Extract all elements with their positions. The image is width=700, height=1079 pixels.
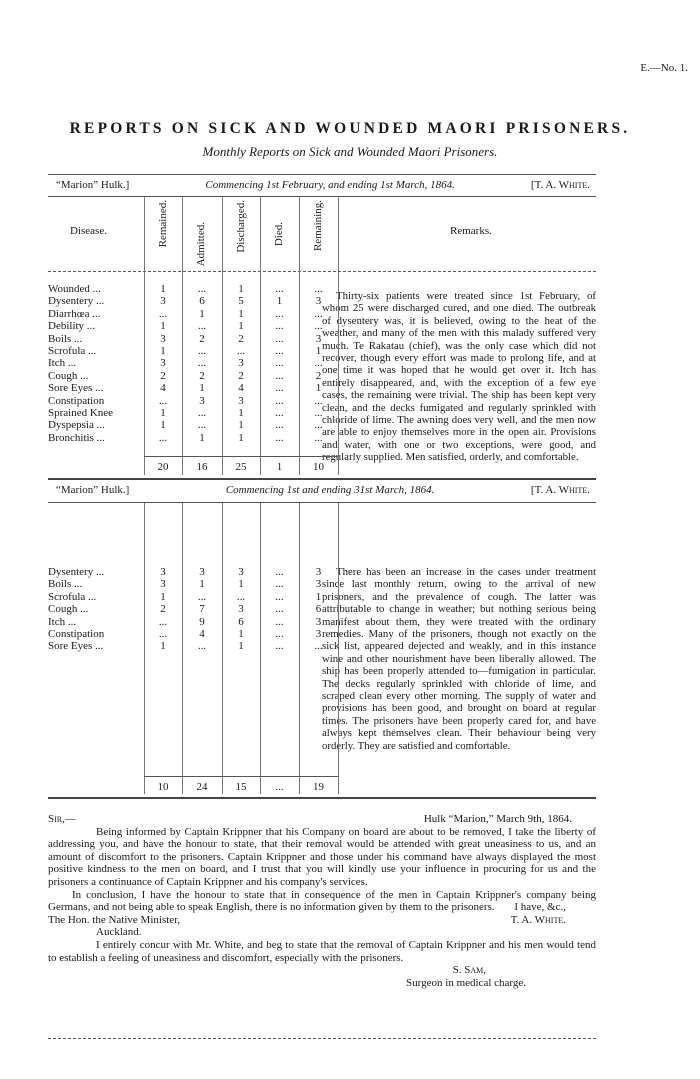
table-row: [48, 628, 338, 640]
report1-totals: [48, 461, 338, 473]
total-cell: 19: [313, 781, 324, 793]
table-cell: 1: [160, 320, 166, 333]
table-cell: 1: [238, 640, 244, 653]
table-cell: 3: [315, 615, 322, 628]
disease-name: Dysentery ...: [48, 566, 105, 578]
table-cell: ...: [158, 431, 168, 444]
total-cell: 20: [157, 461, 169, 473]
table-cell: 3: [160, 578, 166, 591]
table-cell: 1: [160, 344, 166, 357]
column-divider: [260, 503, 261, 794]
letter-salutation: Sir,—: [48, 813, 76, 825]
column-divider: [338, 197, 339, 475]
table-cell: 1: [160, 406, 166, 419]
table-cell: 1: [160, 590, 166, 603]
table-cell: 3: [160, 332, 166, 345]
column-divider: [222, 503, 223, 794]
table-cell: ...: [275, 369, 284, 382]
table-cell: ...: [158, 307, 168, 320]
disease-name: Sprained Knee: [48, 406, 114, 419]
page-subtitle: Monthly Reports on Sick and Wounded Maori Prisoners.: [202, 144, 498, 159]
table-cell: 2: [199, 369, 205, 382]
divider: [48, 797, 596, 799]
page-title: REPORTS ON SICK AND WOUNDED MAORI PRISONERS.: [69, 120, 631, 137]
table-cell: ...: [275, 419, 284, 432]
table-cell: ...: [314, 283, 323, 295]
total-cell: 1: [276, 461, 283, 473]
table-row: [48, 395, 338, 407]
column-divider: [299, 503, 300, 794]
table-row: [48, 283, 338, 295]
table-row: [48, 603, 338, 615]
divider: [48, 1038, 596, 1039]
table-cell: ...: [197, 344, 207, 357]
total-cell: ...: [275, 781, 284, 793]
table-cell: 1: [315, 382, 322, 395]
table-cell: ...: [197, 640, 207, 653]
disease-name: Wounded ...: [48, 283, 101, 295]
column-header-disease: Disease.: [70, 225, 107, 237]
table-row: [48, 382, 338, 394]
column-divider: [222, 197, 223, 475]
divider: [48, 174, 596, 175]
totals-label: [48, 461, 144, 473]
table-cell: ...: [275, 590, 284, 603]
report2-period: Commencing 1st and ending 31st March, 1864.: [225, 484, 435, 496]
total-cell: 24: [196, 781, 208, 793]
table-cell: 1: [238, 627, 244, 640]
table-cell: 1: [160, 640, 166, 653]
letter-paragraph: Being informed by Captain Krippner that his Company on board are about to be removed, I take the liberty of addressing you, and have the honour to state, that their removal would be attended with great uneasiness to us, and an amount of discomfort to the prisoners. Captain Krippner and those under his command have always displayed the most positive kindness to the men on board, and I trust that you will kindly use your influence in procuring for us and the prisoners a continuance of Captain Krippner and his company's services.: [48, 825, 596, 888]
table-row: [48, 591, 338, 603]
column-divider: [338, 503, 339, 794]
column-divider: [144, 197, 145, 475]
disease-name: Debility ...: [48, 320, 96, 333]
column-divider: [260, 197, 261, 475]
letter-paragraph: I entirely concur with Mr. White, and beg to state that the removal of Captain Krippner and his men would tend to establish a feeling of uneasiness and discomfort, especially with the prisoners.: [48, 938, 596, 964]
table-cell: ...: [275, 640, 284, 653]
table-cell: ...: [197, 590, 207, 603]
table-cell: 3: [315, 295, 322, 308]
table-cell: ...: [275, 627, 284, 640]
disease-name: Bronchitis ...: [48, 431, 105, 444]
table-cell: 2: [238, 369, 244, 382]
table-cell: 1: [276, 295, 283, 308]
total-cell: 10: [313, 461, 324, 473]
table-cell: 3: [199, 394, 205, 407]
table-row: [48, 370, 338, 382]
divider: [48, 196, 596, 197]
table-cell: 7: [199, 603, 205, 616]
column-header: Discharged.: [235, 200, 247, 253]
table-cell: ...: [314, 419, 323, 432]
report2-officer: [T. A. White.: [530, 484, 590, 496]
table-row: [48, 320, 338, 332]
disease-name: Scrofula ...: [48, 344, 97, 357]
total-cell: 16: [196, 461, 208, 473]
column-header-remarks: Remarks.: [450, 225, 492, 237]
disease-name: Cough ...: [48, 603, 89, 616]
table-cell: ...: [314, 406, 323, 419]
report1-header: [48, 179, 596, 191]
table-cell: 1: [238, 578, 244, 591]
report1-period: Commencing 1st February, and ending 1st March, 1864.: [205, 179, 455, 191]
table-cell: 2: [238, 332, 244, 345]
table-cell: 3: [238, 566, 244, 578]
divider: [48, 478, 596, 480]
table-cell: 2: [160, 603, 166, 616]
table-cell: ...: [197, 320, 207, 333]
table-cell: ...: [314, 431, 323, 444]
total-cell: 10: [157, 781, 169, 793]
disease-name: Sore Eyes ...: [48, 382, 104, 395]
table-cell: ...: [158, 615, 168, 628]
table-cell: ...: [275, 357, 284, 370]
table-cell: 2: [315, 369, 322, 382]
table-cell: 3: [315, 566, 322, 578]
table-cell: ...: [275, 320, 284, 333]
table-cell: 3: [199, 566, 205, 578]
table-cell: ...: [314, 394, 323, 407]
table-cell: ...: [275, 307, 284, 320]
table-cell: ...: [314, 357, 323, 370]
table-cell: ...: [314, 320, 323, 333]
table-cell: 9: [199, 615, 205, 628]
column-header: Died.: [273, 222, 285, 247]
table-cell: 1: [238, 320, 244, 333]
table-cell: 3: [238, 603, 244, 616]
table-cell: 2: [199, 332, 205, 345]
table-cell: 3: [315, 332, 322, 345]
table-cell: 6: [315, 603, 322, 616]
letter-signer: T. A. White.: [510, 913, 566, 926]
column-divider: [299, 197, 300, 475]
table-cell: 4: [160, 382, 166, 395]
table-cell: 1: [199, 307, 205, 320]
disease-name: Constipation: [48, 394, 105, 407]
report1-table: [48, 283, 338, 444]
table-cell: ...: [275, 566, 284, 578]
column-divider: [144, 503, 145, 794]
table-cell: 1: [238, 431, 244, 444]
table-cell: ...: [275, 615, 284, 628]
totals-label: [48, 781, 144, 793]
disease-name: Boils ...: [48, 578, 83, 591]
disease-name: Boils ...: [48, 332, 83, 345]
report2-remarks: There has been an increase in the cases under treatment since last monthly return, owing to the arrival of new prisoners, and the prevalence of cough. The latter was attributable to change in weather; but nothing serious being manifest about them, they were treated with the ordinary remedies. Many of the prisoners, though not exactly on the sick list, appeared dejected and weakly, and in this instance wine and other nourishment have been liberally allowed. The ship has been properly attended to—fumigation in particular. The decks regularly sprinkled with chloride of lime, and scraped clean every other morning. The supply of water and provisions has been good, and brought on board at regular times. The prisoners have been properly cared for, and have always kept themselves clean. Their behaviour being very orderly. They are satisfied and comfortable.: [322, 566, 596, 752]
letter-signer2: S. Sam,: [452, 964, 486, 977]
disease-name: Itch ...: [48, 357, 77, 370]
table-row: [48, 566, 338, 578]
table-cell: 3: [238, 394, 244, 407]
letter-place: Auckland.: [96, 926, 142, 939]
table-cell: 4: [199, 627, 205, 640]
column-divider: [182, 503, 183, 794]
table-cell: 6: [199, 295, 205, 308]
table-cell: ...: [158, 627, 168, 640]
table-cell: 6: [238, 615, 244, 628]
disease-name: Scrofula ...: [48, 590, 97, 603]
table-cell: 2: [160, 369, 166, 382]
report1-officer: [T. A. White.: [530, 179, 590, 191]
letter-closing: I have, &c.,: [514, 901, 566, 914]
column-header: Admitted.: [195, 222, 207, 267]
page-reference: E.—No. 1.: [640, 62, 688, 74]
table-cell: ...: [275, 283, 284, 295]
table-row: [48, 308, 338, 320]
table-cell: ...: [236, 344, 246, 357]
disease-name: Itch ...: [48, 615, 77, 628]
table-cell: ...: [236, 590, 246, 603]
column-header: Remaining.: [312, 200, 324, 252]
table-row: [48, 407, 338, 419]
letter-dateline: Hulk “Marion,” March 9th, 1864.: [423, 813, 572, 825]
table-cell: ...: [275, 431, 284, 444]
table-cell: ...: [275, 406, 284, 419]
table-cell: ...: [197, 419, 207, 432]
table-cell: ...: [275, 578, 284, 591]
total-cell: 15: [235, 781, 247, 793]
table-cell: ...: [275, 344, 284, 357]
column-header: Remained.: [157, 200, 169, 248]
table-cell: 3: [160, 357, 166, 370]
divider: [48, 271, 596, 272]
table-row: [48, 419, 338, 431]
table-row: [48, 357, 338, 369]
table-cell: 3: [315, 578, 322, 591]
table-cell: 1: [199, 578, 205, 591]
disease-name: Constipation: [48, 627, 105, 640]
table-cell: 1: [238, 283, 244, 295]
report2-totals: [48, 781, 338, 793]
table-cell: ...: [275, 332, 284, 345]
table-cell: 1: [315, 590, 322, 603]
table-cell: 1: [238, 419, 244, 432]
table-cell: 3: [238, 357, 244, 370]
report2-table: [48, 566, 338, 653]
letter-addressee: The Hon. the Native Minister,: [48, 913, 181, 926]
table-row: [48, 432, 338, 444]
report1-ship: “Marion” Hulk.]: [56, 179, 130, 191]
table-cell: 3: [315, 627, 322, 640]
table-cell: ...: [275, 382, 284, 395]
divider: [48, 502, 596, 503]
table-cell: 3: [160, 566, 166, 578]
table-cell: 5: [238, 295, 244, 308]
table-cell: 3: [160, 295, 166, 308]
report1-remarks: Thirty-six patients were treated since 1st February, of whom 25 were discharged cured, and one died. The outbreak of dysentery was, it is believed, owing to the heat of the weather, and many of the men with this malady suffered very much. Te Rakatau (chief), was the only case which did not recover, though every effort was made to prolong life, and at one time it was hoped that he would get over it. Itch has entirely disappeared, and, with the exception of a few eye cases, the remaining were trivial. The ship has been kept very clean, and the decks fumigated and regularly sprinkled with chloride of lime. The awning does very well, and the men now are able to enjoy themselves more in the open air. Provisions and water, with one or two exceptions, were good, and regularly supplied. Men satisfied, orderly, and comfortable.: [322, 290, 596, 464]
disease-name: Dysentery ...: [48, 295, 105, 308]
table-row: [48, 578, 338, 590]
table-row: [48, 640, 338, 652]
table-cell: ...: [197, 283, 207, 295]
disease-name: Dyspepsia ...: [48, 419, 105, 432]
disease-name: Sore Eyes ...: [48, 640, 104, 653]
table-cell: ...: [314, 640, 323, 653]
table-row: [48, 295, 338, 307]
table-cell: ...: [158, 394, 168, 407]
table-cell: ...: [197, 406, 207, 419]
letter-signer2-title: Surgeon in medical charge.: [406, 976, 526, 989]
table-cell: 1: [199, 431, 205, 444]
letter-paragraph: In conclusion, I have the honour to state that in consequence of the men in Captain Krippner's company being Germans, and not being able to speak English, there is no information given by them to the prisoners.: [48, 888, 596, 914]
disease-name: Cough ...: [48, 369, 89, 382]
table-row: [48, 333, 338, 345]
table-cell: 1: [160, 419, 166, 432]
table-row: [48, 616, 338, 628]
table-cell: ...: [275, 603, 284, 616]
report2-header: [48, 484, 596, 496]
letter: [48, 813, 596, 989]
table-cell: 1: [315, 344, 322, 357]
total-cell: 25: [235, 461, 247, 473]
report2-ship: “Marion” Hulk.]: [56, 484, 130, 496]
table-cell: 1: [199, 382, 205, 395]
table-cell: 1: [238, 307, 244, 320]
totals-rule: [144, 456, 338, 457]
disease-name: Diarrhœa ...: [48, 307, 101, 320]
column-divider: [182, 197, 183, 475]
table-cell: 4: [238, 382, 244, 395]
table-row: [48, 345, 338, 357]
table-cell: ...: [314, 307, 323, 320]
table-cell: ...: [197, 357, 207, 370]
table-cell: ...: [275, 394, 284, 407]
totals-rule: [144, 776, 338, 777]
table-cell: 1: [238, 406, 244, 419]
table-cell: 1: [160, 283, 166, 295]
